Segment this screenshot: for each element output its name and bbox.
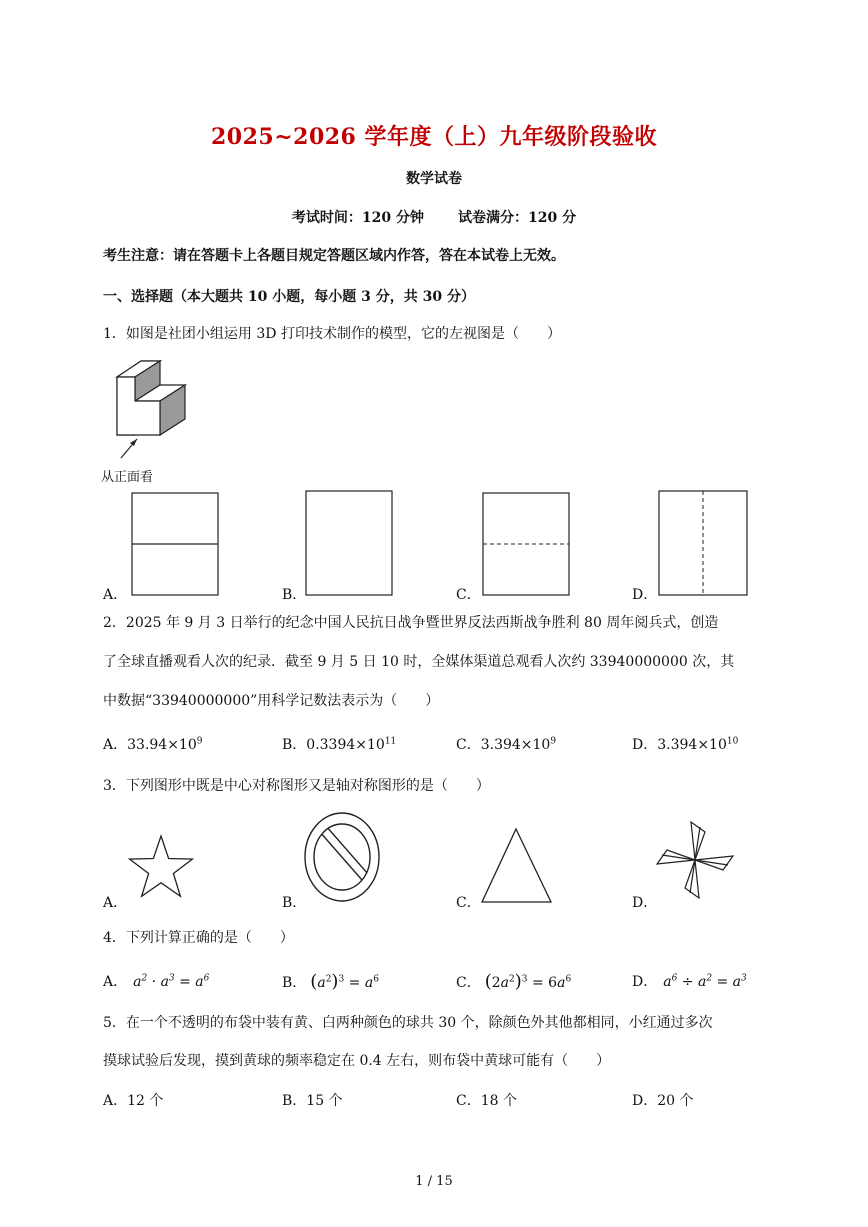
q2-option-c-exp: 9 (550, 736, 557, 747)
exam-title: 2025~2026 学年度（上）九年级阶段验收 (210, 124, 658, 150)
question-1-text: 1．如图是社团小组运用 3D 打印技术制作的模型，它的左视图是（ ） (103, 326, 561, 342)
q4-option-d-formula: $a^6 \div a^2 = a^3$ (663, 973, 747, 990)
q4-option-c (456, 971, 571, 992)
q2-option-d-exp: 10 (726, 736, 739, 747)
q2-option-c (456, 734, 556, 754)
q3-option-b-label: B． (282, 895, 307, 911)
q1-option-d-figure (657, 490, 749, 596)
q2-option-d-base: 3.394×10 (657, 737, 727, 753)
q1-option-d-label: D． (632, 587, 658, 603)
q2-option-d (632, 734, 738, 754)
question-2-line-1: 2．2025 年 9 月 3 日举行的纪念中国人民抗日战争暨世界反法西斯战争胜利 80 周年阅兵式，创造 (103, 615, 719, 631)
q5-option-c: C．18 个 (456, 1093, 517, 1109)
q2-option-b-base: 0.3394×10 (306, 737, 385, 753)
q5-option-d: D．20 个 (632, 1093, 694, 1109)
q2-option-b (282, 734, 396, 754)
q4-option-a-formula: $a^2 \cdot a^3 = a^6$ (133, 973, 210, 990)
page-number: 1 / 15 (415, 1174, 453, 1189)
q4-option-c-formula: $(2a^2)^3 = 6a^6$ (484, 971, 572, 992)
q4-option-a (103, 971, 209, 991)
q4-option-b-label: B． (282, 975, 307, 991)
question-5-line-2: 摸球试验后发现，摸到黄球的频率稳定在 0.4 左右，则布袋中黄球可能有（ ） (103, 1053, 611, 1069)
subject-title: 数学试卷 (406, 171, 462, 187)
q4-option-b-formula: $(a^2)^3 = a^6$ (310, 971, 379, 992)
question-5-line-1: 5．在一个不透明的布袋中装有黄、白两种颜色的球共 30 个，除颜色外其他都相同，小红通过多次 (103, 1015, 713, 1031)
question-2-line-3: 中数据“33940000000”用科学记数法表示为（ ） (103, 693, 440, 709)
exam-time: 考试时间：120 分钟 (291, 210, 424, 226)
q1-option-b-label: B． (282, 587, 307, 603)
q1-option-c-label: C． (456, 587, 481, 603)
q1-option-c-figure (481, 492, 571, 596)
q4-option-d (632, 971, 747, 991)
q1-option-a-figure (130, 492, 220, 596)
q4-option-c-label: C． (456, 975, 481, 991)
q3-option-c-label: C． (456, 895, 481, 911)
q3-option-d-pinwheel (655, 818, 735, 902)
q4-option-a-label: A． (103, 974, 128, 990)
notice-text: 考生注意：请在答题卡上各题目规定答题区域内作答，答在本试卷上无效。 (103, 248, 565, 264)
q3-option-d-label: D． (632, 895, 658, 911)
q2-option-b-label: B． (282, 737, 307, 753)
question-4-text: 4．下列计算正确的是（ ） (103, 930, 294, 946)
section-heading: 一、选择题（本大题共 10 小题，每小题 3 分，共 30 分） (103, 289, 475, 305)
q5-option-b: B．15 个 (282, 1093, 343, 1109)
q2-option-a (103, 734, 202, 754)
q1-option-a-label: A． (103, 587, 128, 603)
q2-option-d-label: D． (632, 737, 658, 753)
q3-option-a-label: A． (103, 895, 128, 911)
q2-option-c-label: C． (456, 737, 481, 753)
q2-option-a-base: 33.94×10 (127, 737, 197, 753)
q2-option-a-exp: 9 (196, 736, 203, 747)
q5-option-a: A．12 个 (103, 1093, 164, 1109)
q1-figure-caption: 从正面看 (101, 470, 154, 485)
question-2-line-2: 了全球直播观看人次的纪录．截至 9 月 5 日 10 时，全媒体渠道总观看人次约 33940000000 次，其 (103, 654, 735, 670)
full-score: 试卷满分：120 分 (458, 210, 577, 226)
q3-option-b-prohibition-sign (303, 812, 383, 904)
q4-option-d-label: D． (632, 974, 658, 990)
q1-option-b-figure (304, 490, 394, 596)
q3-option-a-star (128, 834, 194, 900)
q4-option-b (282, 971, 379, 992)
question-3-text: 3．下列图形中既是中心对称图形又是轴对称图形的是（ ） (103, 778, 490, 794)
q2-option-a-label: A． (103, 737, 128, 753)
q1-model-figure (103, 355, 203, 465)
q2-option-b-exp: 11 (384, 736, 397, 747)
q3-option-c-triangle (480, 827, 554, 905)
exam-info (0, 207, 868, 227)
q2-option-c-base: 3.394×10 (480, 737, 551, 753)
